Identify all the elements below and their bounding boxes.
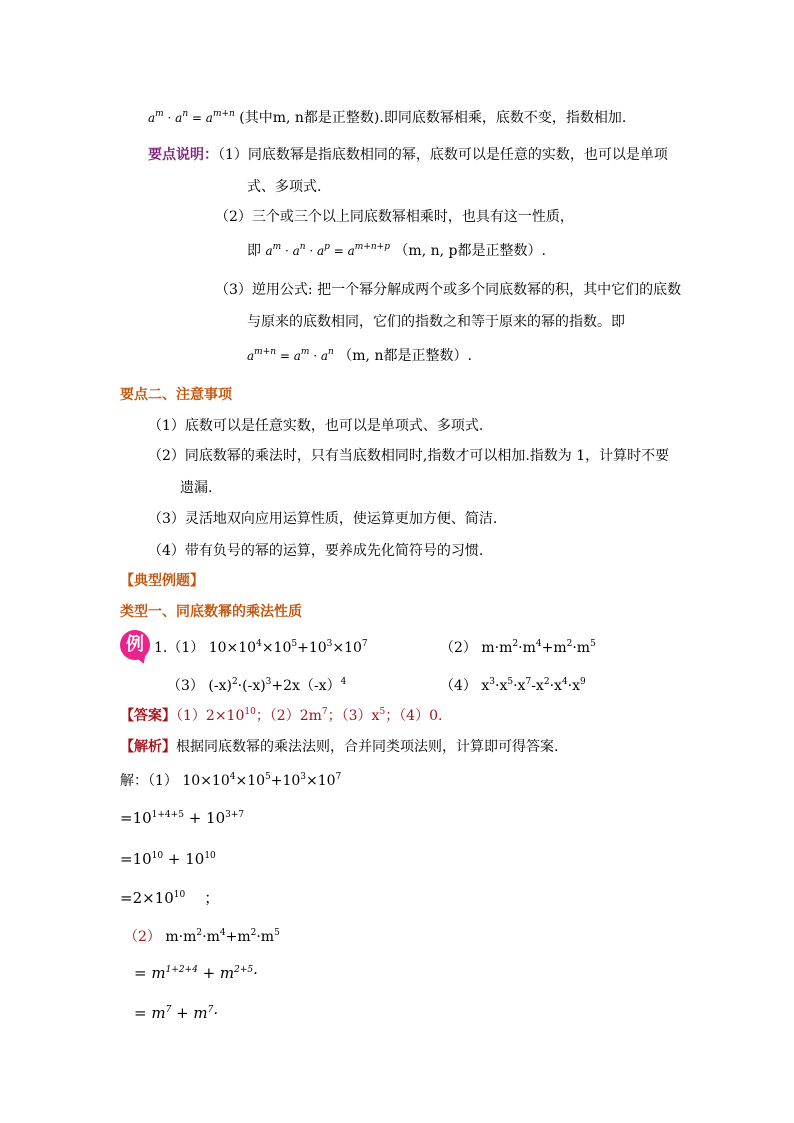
type1-title: 类型一、同底数幂的乘法性质 [120,604,302,620]
example-badge-icon: 例 [120,630,150,660]
section2-item-3: （3）灵活地双向应用运算性质，使运算更加方便、简洁. [148,511,498,527]
note-item-3c: $a^{m+n} = a^m \cdot a^n$ （m, n都是正整数）. [247,347,472,364]
answer-text: $(1)2\times 10^{10}$；$(2)2m^7$；$(3)x^5$；（4）0. [176,707,443,724]
section2-item-2: （2）同底数幂的乘法时，只有当底数相同时,指数才可以相加.指数为 1，计算时不要 [148,448,670,464]
question-1-3: （3） $(-x)^2\cdot(-x)^3+2x(-x)^4$ [167,677,347,694]
key-notes-title: 要点说明： [148,147,218,163]
section2-title: 要点二、注意事项 [120,387,232,403]
reverse-formula: $a^{m+n} = a^m \cdot a^n$ [247,347,334,363]
question-1-4: （4） $x^3\cdot x^5\cdot x^7-x^2\cdot x^4\cdot x^9$ [440,677,586,694]
solution-line-1: 解：（1） $10\times 10^4\times 10^5+10^3\times 10^7$ [120,772,342,789]
note-item-1a: （1）同底数幂是指底数相同的幂，底数可以是任意的实数，也可以是单项 [218,147,668,163]
solution-part2-step-2: = $m^7 + m^7\cdot$ [134,1004,219,1022]
solution-step-1: $=10^{1+4+5} + 10^{3+7}$ [120,809,245,827]
note-item-1b: 式、多项式. [247,179,322,195]
product-rule-formula: $a^m \cdot a^n = a^{m+n}$ (其中m, n都是正整数).即同底数幂相乘，底数不变，指数相加. [148,109,627,126]
solution-part-2: （2） $m\cdot m^2\cdot m^4+m^2\cdot m^5$ [124,928,280,945]
section2-item-4: （4）带有负号的幂的运算，要养成先化简符号的习惯. [148,543,484,559]
analysis-line: 【解析】根据同底数幂的乘法法则，合并同类项法则，计算即可得答案. [120,739,559,755]
analysis-text: 根据同底数幂的乘法法则，合并同类项法则，计算即可得答案. [176,739,559,755]
section2-item-1: （1）底数可以是任意实数，也可以是单项式、多项式. [148,418,484,434]
solution-step-3: $=2\times 10^{10}$ ； [120,889,220,907]
solution-step-2: $=10^{10} + 10^{10}$ [120,850,216,868]
note-item-2b: 即 $a^m \cdot a^n \cdot a^p = a^{m+n+p}$ （m, n, p都是正整数）. [247,242,546,259]
answer-line: 【答案】$(1)2\times 10^{10}$；$(2)2m^7$；$(3)x^5$；（4）0. [120,707,443,724]
three-powers-formula: $a^m \cdot a^n \cdot a^p = a^{m+n+p}$ [265,242,390,258]
examples-title: 【典型例题】 [120,573,204,589]
question-1-2: （2） $m\cdot m^2\cdot m^4+m^2\cdot m^5$ [440,639,596,656]
question-1-1: 1.（1） $10\times 10^4\times 10^5+10^3\times 10^7$ [154,639,368,656]
note-item-3a: （3）逆用公式: 把一个幂分解成两个或多个同底数幂的积，其中它们的底数 [215,282,682,298]
section2-item-2-cont: 遗漏. [180,480,213,496]
solution-part2-step-1: = $m^{1+2+4} + m^{2+5}\cdot$ [134,964,258,982]
note-item-2a: （2）三个或三个以上同底数幂相乘时，也具有这一性质， [215,209,574,225]
formula-suffix: (其中m, n都是正整数).即同底数幂相乘，底数不变，指数相加. [239,110,627,126]
note-item-3b: 与原来的底数相同，它们的指数之和等于原来的幂的指数。即 [247,314,625,330]
key-notes-label [148,145,668,165]
